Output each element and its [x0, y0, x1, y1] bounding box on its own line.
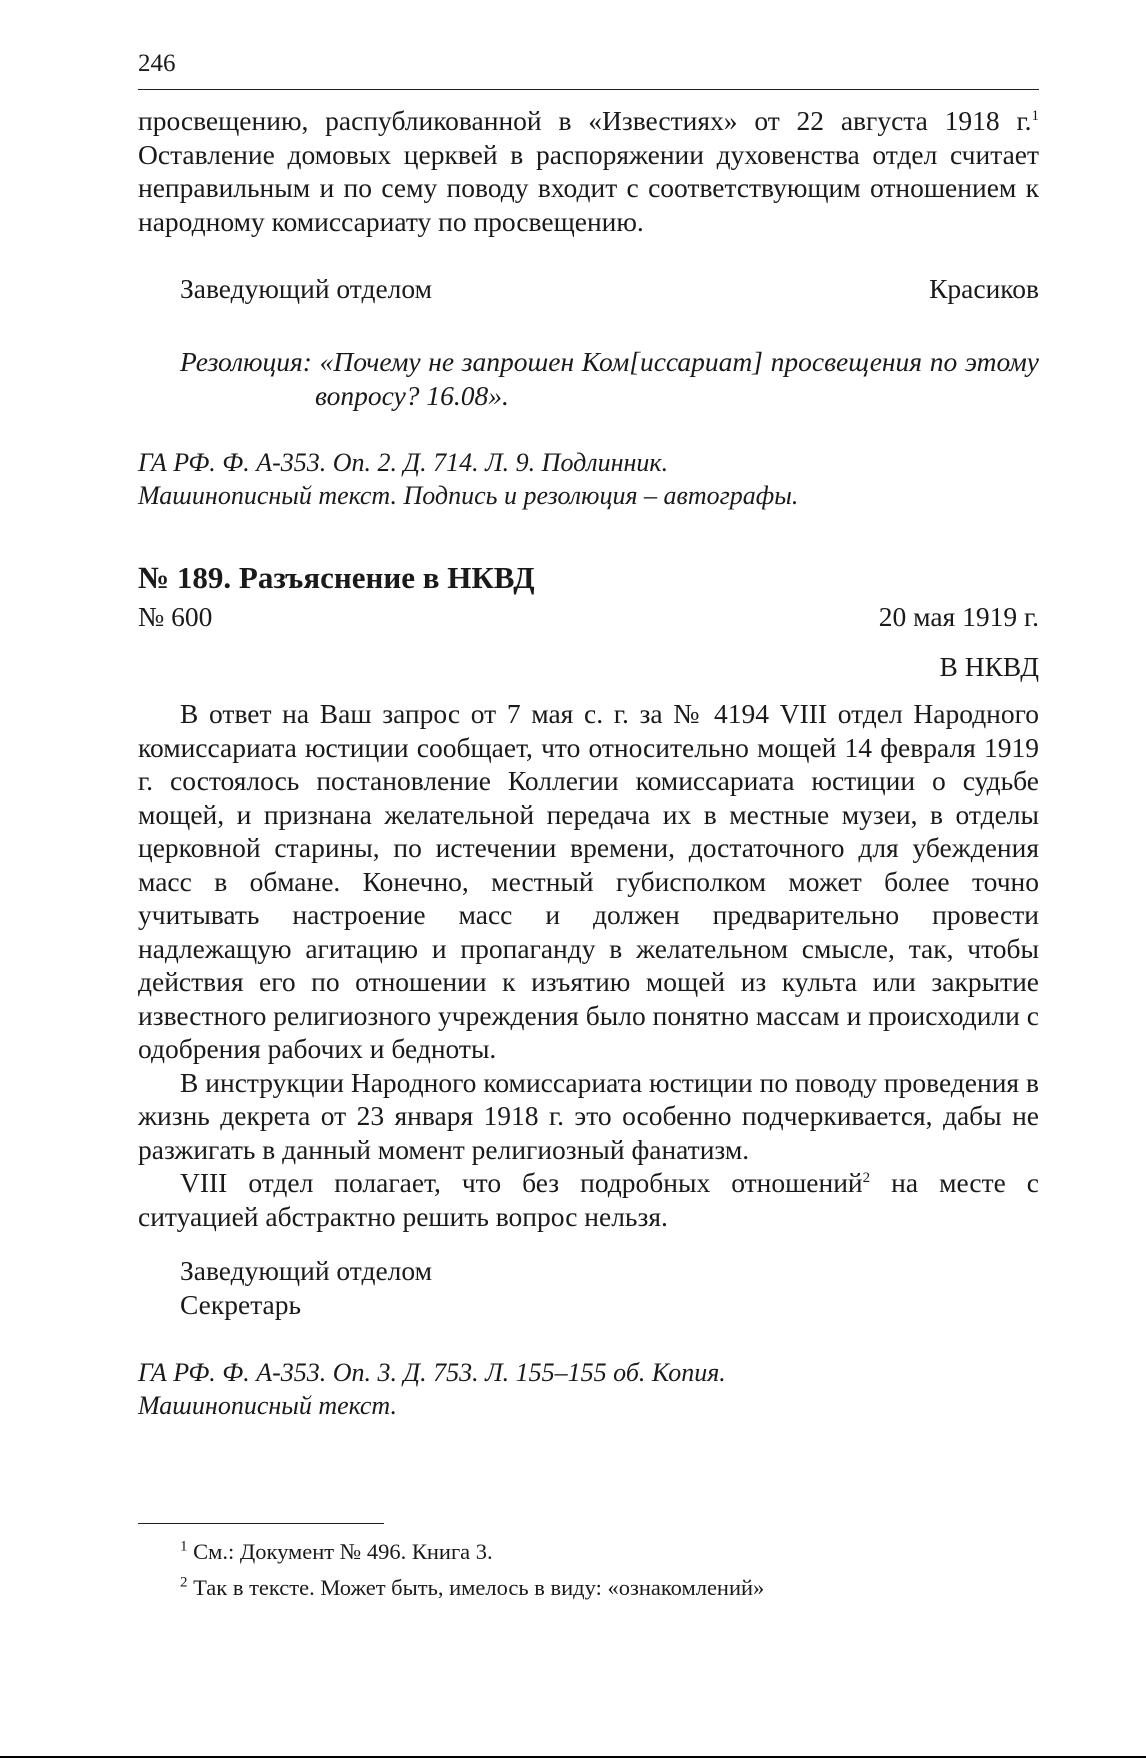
archive-2-line2: Машинописный текст.: [138, 1391, 397, 1420]
continuation-line1: просвещению, распубликованной в «Известиях» от 22 августа 1918 г.: [138, 105, 1032, 136]
page-number: 246: [138, 50, 176, 77]
signature-name: Красиков: [929, 273, 1039, 304]
paragraph-3: [138, 1166, 1039, 1233]
archive-reference-1: [138, 446, 798, 512]
header-rule: [138, 89, 1039, 90]
archive-1-line2: Машинописный текст. Подпись и резолюция – автографы.: [138, 481, 799, 510]
document-number: № 600: [138, 601, 213, 632]
footnote-2-text: Так в тексте. Может быть, имелось в виду: «ознакомлений»: [193, 1575, 765, 1600]
archive-reference-2: [138, 1356, 726, 1422]
archive-2-line1: ГА РФ. Ф. А-353. Оп. 3. Д. 753. Л. 155–155 об. Копия.: [138, 1358, 726, 1387]
document-date: 20 мая 1919 г.: [878, 601, 1039, 632]
footnote-2-mark: 2: [180, 1574, 188, 1591]
footnote-rule: [138, 1523, 384, 1524]
archive-1-line1: ГА РФ. Ф. А-353. Оп. 2. Д. 714. Л. 9. Подлинник.: [138, 448, 669, 477]
paragraph-3-after: на месте с ситуацией абстрактно решить вопрос нельзя.: [138, 1167, 1039, 1232]
resolution-text: «Почему не запрошен Ком[иссариат] просвещения по этому вопросу? 16.08».: [315, 346, 1039, 411]
continuation-paragraph: [138, 104, 1039, 238]
signature-line-head: Заведующий отделом: [180, 1255, 433, 1286]
footnote-2: [180, 1570, 764, 1606]
resolution: [180, 345, 1039, 412]
document-body: [138, 697, 1039, 1233]
continuation-rest: Оставление домовых церквей в распоряжении духовенства отдел считает неправильным и по сему поводу входит с соответствующим отношением к народному комиссариату по просвещению.: [138, 138, 1039, 237]
document-number-date: [138, 600, 1039, 634]
signature-position: Заведующий отделом: [180, 273, 433, 304]
footnote-1-text: См.: Документ № 496. Книга 3.: [193, 1539, 493, 1564]
signature-line-secretary: Секретарь: [180, 1288, 302, 1320]
signature-block-1: [180, 272, 1039, 306]
document-addressee: В НКВД: [939, 651, 1039, 682]
footnote-ref-1: 1: [1031, 107, 1039, 124]
paragraph-1: В ответ на Ваш запрос от 7 мая с. г. за № 4194 VIII отдел Народного комиссариата юстиции сообщает, что относительно мощей 14 февраля 1919 г. состоялось постановление Коллегии комиссариата юстиции о судьбе мощей, и признана желательной передача их в местные музеи, в отделы церковной старины, по истечении времени, достаточного для убеждения масс в обмане. Конечно, местный губисполком может более точно учитывать настроение масс и должен предварительно провести надлежащую агитацию и пропаганду в желательном смысле, так, чтобы действия его по отношении к изъятию мощей из культа или закрытие известного религиозного учреждения было понятно массам и происходили с одобрения рабочих и бедноты.: [138, 698, 1039, 1064]
footnote-1: [180, 1534, 764, 1570]
resolution-label: Резолюция:: [180, 346, 312, 377]
paragraph-2: В инструкции Народного комиссариата юстиции по поводу проведения в жизнь декрета от 23 января 1918 г. это особенно подчеркивается, дабы не разжигать в данный момент религиозный фанатизм.: [138, 1066, 1039, 1165]
document-title: № 189. Разъяснение в НКВД: [138, 560, 535, 595]
footnote-1-mark: 1: [180, 1538, 188, 1555]
paragraph-3-before: VIII отдел полагает, что без подробных отношений: [180, 1167, 863, 1198]
footnote-ref-2: 2: [862, 1169, 871, 1186]
signature-block-2: [180, 1254, 432, 1321]
footnotes: [180, 1534, 764, 1606]
